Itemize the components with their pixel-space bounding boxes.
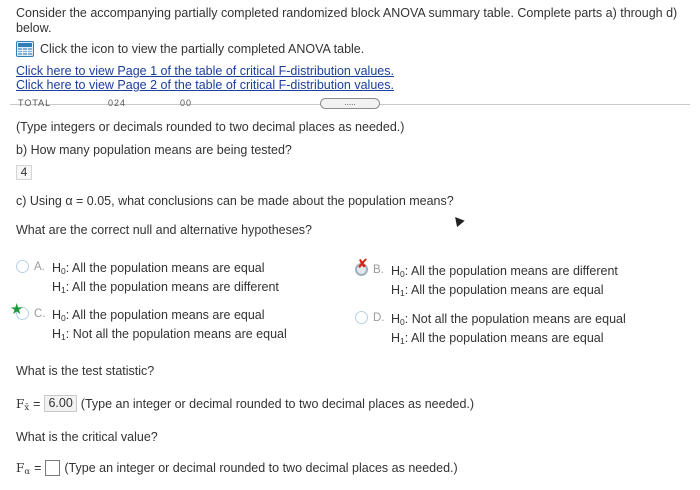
cut-off-text: 024 <box>108 98 127 108</box>
critical-value-input[interactable] <box>45 460 60 476</box>
cut-off-text: TOTAL <box>18 98 52 108</box>
alternative-hypothesis: H1: All the population means are equal <box>391 283 604 298</box>
f-critical-symbol: Fα <box>16 461 31 477</box>
hypotheses-question: What are the correct null and alternative hypotheses? <box>16 223 313 237</box>
answer-b-field[interactable]: 4 <box>16 165 32 180</box>
test-statistic-note: (Type an integer or decimal rounded to two decimal places as needed.) <box>80 396 475 411</box>
instructions-text: Consider the accompanying partially completed randomized block ANOVA summary table. Complete parts a) through d) below. <box>16 6 678 35</box>
table-icon[interactable] <box>16 41 34 57</box>
null-hypothesis: H0: All the population means are different <box>391 264 618 279</box>
test-statistic-field[interactable]: 6.00 <box>44 395 76 412</box>
option-c[interactable] <box>10 301 287 344</box>
correct-star-icon: ★ <box>10 301 24 318</box>
section-divider <box>0 96 700 114</box>
critical-value-question: What is the critical value? <box>16 430 158 444</box>
expand-more-button[interactable]: ..... <box>320 98 380 109</box>
test-statistic-question: What is the test statistic? <box>16 364 155 378</box>
option-d[interactable] <box>353 310 626 348</box>
test-statistic-row <box>16 395 474 412</box>
type-instruction: (Type integers or decimals rounded to two decimal places as needed.) <box>16 120 405 134</box>
option-letter: C. <box>34 308 46 320</box>
question-c: c) Using α = 0.05, what conclusions can be made about the population means? <box>16 194 454 208</box>
incorrect-x-icon: ✘ <box>357 256 368 271</box>
option-letter: A. <box>34 261 45 273</box>
null-hypothesis: H0: All the population means are equal <box>52 261 265 276</box>
option-letter: B. <box>373 264 384 276</box>
equals-sign: = <box>33 396 41 411</box>
anova-table-link-text: Click the icon to view the partially completed ANOVA table. <box>40 42 365 56</box>
question-b: b) How many population means are being tested? <box>16 143 292 157</box>
null-hypothesis: H0: All the population means are equal <box>52 308 265 323</box>
f-table-page1-link[interactable]: Click here to view Page 1 of the table of critical F-distribution values. <box>16 64 394 78</box>
anova-table-link-row[interactable] <box>16 41 364 57</box>
critical-value-row <box>16 460 458 476</box>
radio-button[interactable] <box>355 311 368 324</box>
alternative-hypothesis: H1: Not all the population means are equal <box>52 327 287 342</box>
cut-off-text: 00 <box>180 98 193 108</box>
alternative-hypothesis: H1: All the population means are equal <box>391 331 604 346</box>
equals-sign: = <box>34 461 42 475</box>
f-statistic-symbol: Fx̄ <box>16 396 30 413</box>
option-a[interactable] <box>14 259 279 297</box>
option-b[interactable] <box>353 256 618 300</box>
critical-value-note: (Type an integer or decimal rounded to two decimal places as needed.) <box>64 461 458 475</box>
mouse-cursor-icon <box>451 214 464 227</box>
f-table-page2-link[interactable]: Click here to view Page 2 of the table of critical F-distribution values. <box>16 78 394 92</box>
alternative-hypothesis: H1: All the population means are different <box>52 280 279 295</box>
radio-button[interactable] <box>16 260 29 273</box>
option-letter: D. <box>373 312 385 324</box>
null-hypothesis: H0: Not all the population means are equal <box>391 312 626 327</box>
